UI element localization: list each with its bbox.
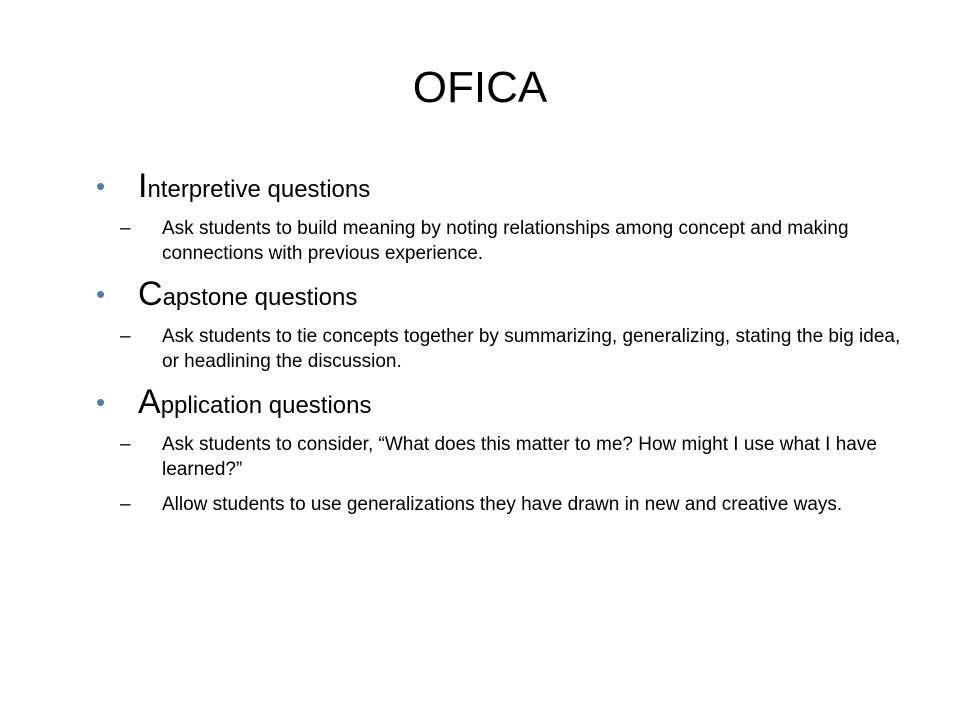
bullet-capstone: [96, 275, 916, 314]
bullet-dot: •: [96, 387, 106, 417]
slide-content: [96, 167, 916, 517]
bullet-dot: •: [96, 279, 106, 309]
bullet-dot: •: [96, 171, 106, 201]
sub-bullet-text: Allow students to use generalizations they have drawn in new and creative ways.: [162, 494, 843, 515]
bullet-text: apstone questions: [162, 284, 358, 311]
sub-bullet-text: Ask students to build meaning by noting relationships among concept and making connections with previous experience.: [162, 218, 849, 264]
slide-title: OFICA: [412, 63, 548, 112]
sub-bullet: [120, 216, 916, 266]
bullet-initial: I: [138, 167, 148, 205]
sub-bullet: [120, 432, 916, 482]
sub-dash: –: [120, 326, 131, 347]
bullet-initial: A: [138, 383, 161, 421]
bullet-initial: C: [138, 275, 163, 313]
bullet-interpretive: [96, 167, 916, 206]
bullet-application: [96, 383, 916, 422]
sub-bullet: [120, 324, 916, 374]
sub-bullet: [120, 492, 916, 517]
sub-dash: –: [120, 494, 131, 515]
bullet-text: pplication questions: [160, 392, 372, 419]
sub-dash: –: [120, 434, 131, 455]
bullet-text: nterpretive questions: [147, 176, 371, 203]
sub-bullet-text: Ask students to consider, “What does this matter to me? How might I use what I have learned?”: [162, 434, 877, 480]
sub-bullet-text: Ask students to tie concepts together by summarizing, generalizing, stating the big idea, or headlining the discussion.: [162, 326, 901, 372]
sub-dash: –: [120, 218, 131, 239]
